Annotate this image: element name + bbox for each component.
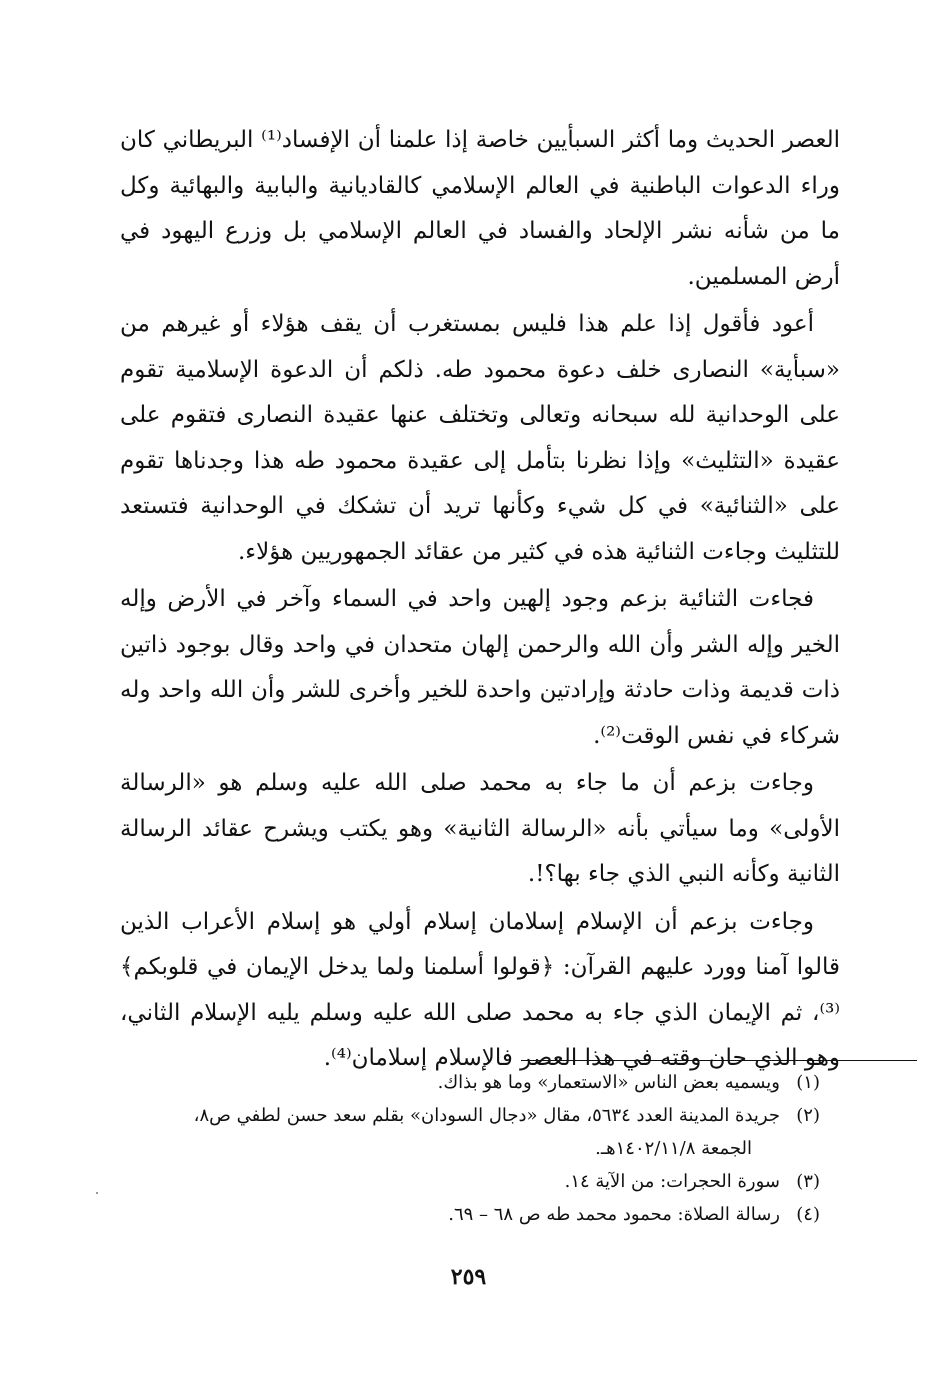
- paragraph-4: وجاءت بزعم أن ما جاء به محمد صلى الله عليه وسلم هو «الرسالة الأولى» وما سيأتي بأنه «الرسالة الثانية» وهو يكتب ويشرح عقائد الرسالة الثانية وكأنه النبي الذي جاء بها؟!.: [120, 770, 840, 887]
- paragraph-5: وجاءت بزعم أن الإسلام إسلامان إسلام أولي هو إسلام الأعراب الذين قالوا آمنا وورد عليهم القرآن: ﴿قولوا أسلمنا ولما يدخل الإيمان في قلوبكم﴾⁽³⁾، ثم الإيمان الذي جاء به محمد صلى الله عليه وسلم يليه الإسلام الثاني، وهو الذي حان وقته في هذا العصر فالإسلام إسلامان⁽⁴⁾.: [120, 908, 840, 1071]
- footnote-number: (٤): [796, 1204, 820, 1225]
- footnote-text: جريدة المدينة العدد ٥٦٣٤، مقال «دجال السودان» بقلم سعد حسن لطفي ص٨،: [193, 1105, 780, 1126]
- page-number: ٢٥٩: [450, 1264, 487, 1290]
- footnote-text: ويسميه بعض الناس «الاستعمار» وما هو بذاك.: [437, 1072, 780, 1093]
- footnote-1: [120, 1066, 820, 1099]
- paragraph-2: أعود فأقول إذا علم هذا فليس بمستغرب أن يقف هؤلاء أو غيرهم من «سبأية» النصارى خلف دعوة محمود طه. ذلكم أن الدعوة الإسلامية تقوم على الوحدانية لله سبحانه وتعالى وتختلف عنها عقيدة النصارى فتقوم على عقيدة «التثليث» وإذا نظرنا بتأمل إلى عقيدة محمود طه هذا وجدناها تقوم على «الثنائية» في كل شيء وكأنها تريد أن تشكك في الوحدانية فتستعد للتثليث وجاءت الثنائية هذه في كثير من عقائد الجمهوريين هؤلاء.: [120, 311, 840, 565]
- footnote-number: (٢): [796, 1105, 820, 1126]
- footnote-separator: [521, 1060, 917, 1061]
- paragraph-3: فجاءت الثنائية بزعم وجود إلهين واحد في السماء وآخر في الأرض وإله الخير وإله الشر وأن الله والرحمن إلهان متحدان في واحد وقال بوجود ذاتين ذات قديمة وذات حادثة وإرادتين واحدة للخير وأخرى للشر وأن الله واحد وله شركاء في نفس الوقت⁽²⁾.: [120, 586, 840, 749]
- footnote-text: رسالة الصلاة: محمود محمد طه ص ٦٨ – ٦٩.: [448, 1204, 780, 1225]
- scan-speck: [96, 1192, 98, 1194]
- footnote-4: [120, 1198, 820, 1231]
- footnote-2: [120, 1099, 820, 1132]
- footnote-text: سورة الحجرات: من الآية ١٤.: [564, 1171, 780, 1192]
- main-text-block: [120, 118, 840, 1082]
- footnote-3: [120, 1165, 820, 1198]
- body-text: [120, 118, 840, 1082]
- footnote-number: (١): [796, 1072, 820, 1093]
- footnote-2-continuation: [120, 1132, 820, 1165]
- footnotes: [120, 1066, 820, 1231]
- footnote-text: الجمعة ١٤٠٢/١١/٨هـ.: [595, 1138, 752, 1159]
- paragraph-1: العصر الحديث وما أكثر السبأيين خاصة إذا علمنا أن الإفساد⁽¹⁾ البريطاني كان وراء الدعوات الباطنية في العالم الإسلامي كالقاديانية والبابية والبهائية وكل ما من شأنه نشر الإلحاد والفساد في العالم الإسلامي بل وزرع اليهود في أرض المسلمين.: [120, 127, 841, 290]
- footnote-number: (٣): [796, 1171, 820, 1192]
